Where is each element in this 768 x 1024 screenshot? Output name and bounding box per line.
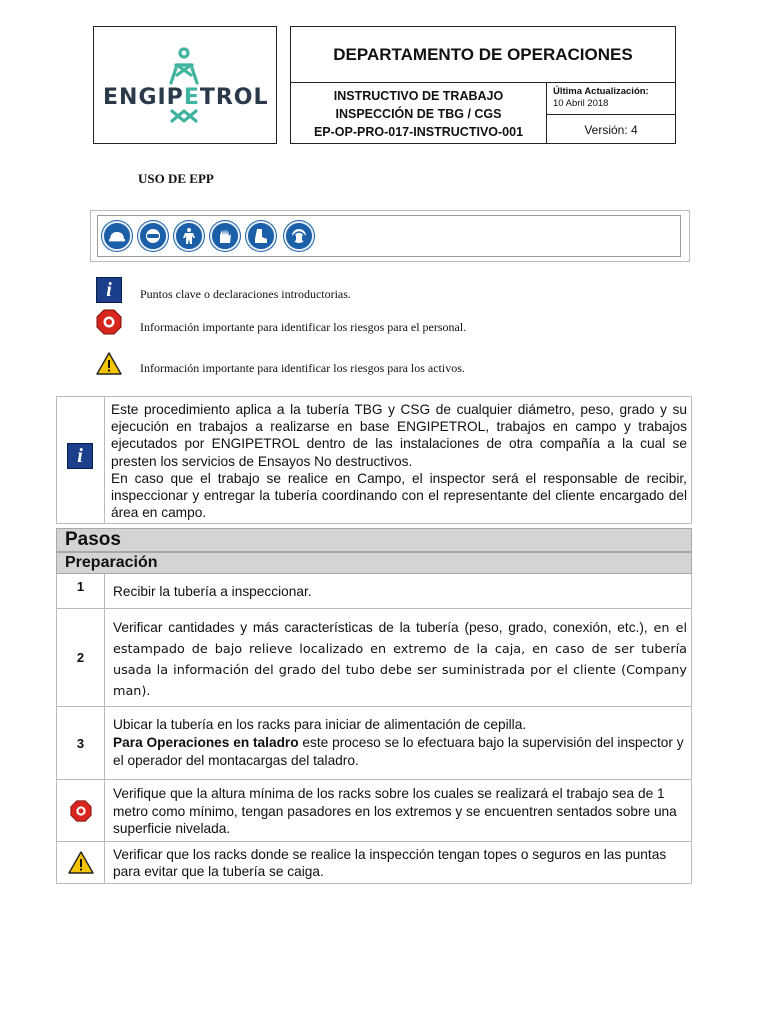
intro-section [56, 396, 692, 524]
doc-code: EP-OP-PRO-017-INSTRUCTIVO-001 [313, 124, 524, 139]
step-number: 3 [57, 707, 105, 779]
step-number: 2 [57, 609, 105, 706]
step-icon-cell [57, 842, 105, 883]
last-update-date: 10 Abril 2018 [553, 98, 609, 109]
step-row-personnel-risk [56, 780, 692, 842]
info-icon: i [67, 443, 93, 469]
last-update-cell [547, 83, 675, 115]
warning-icon [67, 850, 95, 876]
epp-title: USO DE EPP [138, 171, 214, 186]
step-text-part: Verificar cantidades y más características de la tubería (peso, grado, conexión, etc.), [113, 620, 654, 635]
intro-text [111, 401, 687, 521]
intro-paragraph: En caso que el trabajo se realice en Campo, el inspector será el responsable de recibir, inspeccionar y entregar la tubería coordinando con el representante del cliente encargado del área en campo. [111, 470, 687, 521]
epp-icons-panel [90, 210, 690, 262]
section-title: Preparación [56, 552, 692, 574]
intro-icon-cell [57, 397, 105, 523]
legend-text: Información importante para identificar los riesgos para los activos. [140, 361, 465, 375]
stop-hand-icon [96, 309, 122, 335]
ear-protection-icon [284, 221, 314, 251]
coverall-icon [174, 221, 204, 251]
legend-text: Información importante para identificar los riesgos para el personal. [140, 320, 467, 334]
step-row-asset-risk [56, 842, 692, 884]
step-text-line: Ubicar la tubería en los racks para iniciar de alimentación de cepilla. [113, 717, 527, 732]
step-text: Recibir la tubería a inspeccionar. [113, 584, 312, 599]
company-logo-box [93, 26, 277, 144]
step-text-emphasis: Para Operaciones en taladro [113, 735, 299, 750]
step-icon-cell [57, 780, 105, 841]
document-title-block [291, 83, 547, 144]
warning-icon [96, 351, 122, 377]
step-text [113, 617, 687, 702]
gloves-icon [210, 221, 240, 251]
step-text-part: en el estampado de bajo relieve localizado en extremo de la caja, en caso de ser tubería usada la información del grado del tubo debe ser suministrada por el cliente (Company man). [113, 621, 688, 699]
department-title: DEPARTAMENTO DE OPERACIONES [291, 27, 675, 83]
hard-hat-icon [102, 221, 132, 251]
step-row [56, 609, 692, 707]
version-cell: Versión: 4 [584, 122, 638, 137]
safety-glasses-icon [138, 221, 168, 251]
stop-hand-icon [70, 800, 92, 822]
steps-title: Pasos [56, 528, 692, 552]
step-row [56, 707, 692, 780]
step-text [113, 716, 687, 770]
step-text-part: este proceso se lo efectuara bajo la supervisión del inspector y el operador del montacargas del taladro. [113, 735, 684, 768]
info-icon: i [96, 277, 122, 303]
legend-text: Puntos clave o declaraciones introductorias. [140, 287, 351, 301]
step-number: 1 [57, 574, 105, 608]
step-row [56, 574, 692, 609]
step-text-line [113, 734, 687, 770]
step-text: Verificar que los racks donde se realice la inspección tengan topes o seguros en las puntas para evitar que la tubería se caiga. [113, 847, 667, 879]
safety-boots-icon [246, 221, 276, 251]
intro-paragraph: Este procedimiento aplica a la tubería TBG y CSG de cualquier diámetro, peso, grado y su ejecución en trabajos a realizarse en base ENGIPETROL, trabajos en campo y trabajos ejecutados por ENGIPETROL dentro de las instalaciones de otra compañía a la cual se presten los servicios de Ensayos No destructivos. [111, 402, 687, 469]
doc-subject: INSPECCIÓN DE TBG / CGS [335, 106, 502, 121]
document-header [290, 26, 676, 144]
last-update-label: Última Actualización: [553, 86, 649, 97]
logo-wordmark: ENGIPETROL [103, 85, 269, 110]
step-text: Verifique que la altura mínima de los racks sobre los cuales se realizará el trabajo sea de 1 metro como mínimo, tengan pasadores en los extremos y se encuentren sentados sobre una superficie nivelada. [113, 786, 677, 836]
doc-type: INSTRUCTIVO DE TRABAJO [333, 88, 504, 103]
epp-icons-frame [97, 215, 681, 257]
